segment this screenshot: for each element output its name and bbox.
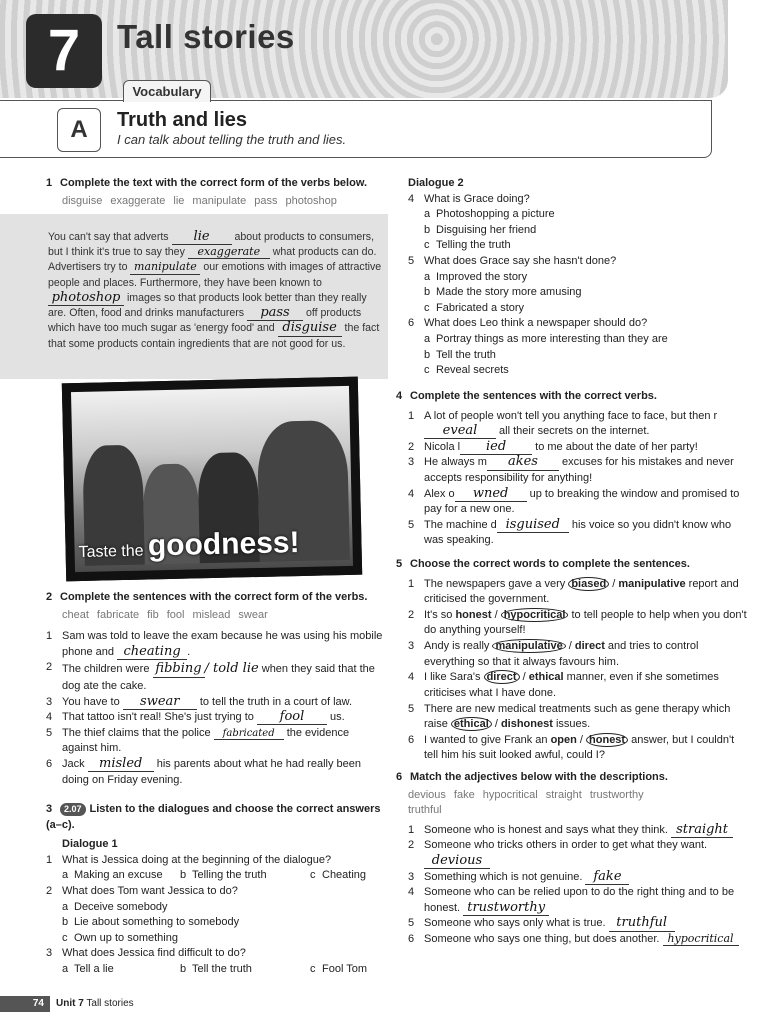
word-option[interactable]: manipulative <box>618 577 686 590</box>
word: mislead <box>192 608 231 621</box>
exercise-title: Complete the sentences with the correct verbs. <box>410 389 657 402</box>
word: trustworthy <box>589 788 644 801</box>
list-item: 5 There are new medical treatments such as gene therapy which raise ethical / dishonest issues. <box>408 702 731 731</box>
answer-gap[interactable]: devious <box>424 854 490 869</box>
right-column <box>396 176 748 948</box>
word: truthful <box>408 804 442 817</box>
exercise-5 <box>396 557 748 764</box>
question-list <box>408 254 748 270</box>
list-item: 3 He always m akes excuses for his mistakes and never accepts responsibility for anything! <box>408 454 734 484</box>
exercise-title: Choose the correct words to complete the sentences. <box>410 558 690 571</box>
circled-answer[interactable]: ethical <box>451 717 492 731</box>
handwritten-note: / told lie <box>204 661 259 677</box>
word: photoshop <box>285 194 337 207</box>
exercise-number: 1 <box>46 177 53 189</box>
answer-gap[interactable]: hypocritical <box>663 933 739 946</box>
audio-track-icon[interactable]: 2.07 <box>60 803 86 816</box>
list-item: 3 Andy is really manipulative / direct and tries to control everything so that it always favours him. <box>408 640 699 668</box>
exercise-title: Complete the sentences with the correct form of the verbs. <box>60 591 368 603</box>
answer-gap[interactable]: truthful <box>609 916 675 931</box>
answer-gap[interactable]: eveal <box>424 424 496 439</box>
answer-gap[interactable]: fake <box>585 870 629 885</box>
list-item: 5 Someone who says only what is true. truthful <box>408 916 748 932</box>
answer-gap[interactable]: photoshop <box>48 291 124 306</box>
exercise-number: 5 <box>396 558 403 571</box>
list-item: 6 Someone who says one thing, but does another. hypocritical <box>408 932 748 948</box>
exercise-title: Match the adjectives below with the descriptions. <box>410 770 668 783</box>
circled-answer[interactable]: manipulative <box>492 639 565 653</box>
options: a Portray things as more interesting than they are b Tell the truth c Reveal secrets <box>424 333 668 377</box>
list-item: 5 The machine d isguised his voice so you didn't know who was speaking. <box>408 516 732 547</box>
unit-number: 7 <box>26 14 102 88</box>
advert-slogan: Taste the goodness! <box>78 526 300 563</box>
sentence-list <box>46 629 386 788</box>
word-box <box>408 788 748 819</box>
footer-unit: Unit 7 Tall stories <box>56 998 134 1009</box>
exercise-number: 6 <box>396 770 403 783</box>
list-item: 4 That tattoo isn't real! She's just trying to fool us. <box>46 709 345 725</box>
unit-header <box>0 0 768 160</box>
list-item: 3 What does Jessica find difficult to do? <box>46 947 246 960</box>
answer-gap[interactable]: straight <box>671 823 733 838</box>
list-item: 2 What does Tom want Jessica to do? <box>46 885 238 898</box>
word-option[interactable]: direct <box>574 640 605 653</box>
page-number: 74 <box>0 996 50 1012</box>
answer-gap[interactable]: wned <box>455 487 527 502</box>
options: a Photoshopping a picture b Disguising her friend c Telling the truth <box>424 208 555 252</box>
word-option[interactable]: ethical <box>528 671 564 684</box>
vocabulary-tab: Vocabulary <box>123 80 211 102</box>
answer-gap[interactable]: misled <box>88 757 154 772</box>
exercise-4 <box>396 389 748 549</box>
circled-answer[interactable]: hypocritical <box>501 608 569 622</box>
word-option[interactable]: dishonest <box>500 718 553 731</box>
header-pattern <box>0 0 728 98</box>
word: lie <box>173 194 185 207</box>
answer-gap[interactable]: lie <box>172 230 232 245</box>
question-list <box>46 884 386 900</box>
options: a Making an excuse b Telling the truth c Cheating <box>62 869 367 882</box>
exercise-title: Listen to the dialogues and choose the correct answers (a–c). <box>46 803 381 831</box>
options: a Tell a lie b Tell the truth c Fool Tom <box>62 963 368 976</box>
list-item: 5 What does Grace say she hasn't done? <box>408 255 617 268</box>
answer-gap[interactable]: disguise <box>278 321 342 336</box>
word: devious <box>408 788 446 801</box>
word-box <box>62 194 386 210</box>
answer-gap[interactable]: cheating <box>117 645 187 660</box>
answer-gap[interactable]: ied <box>460 440 532 455</box>
word: pass <box>254 194 278 207</box>
word-option[interactable]: open <box>550 733 577 746</box>
section-frame <box>0 100 712 158</box>
list-item: 6 Jack misled his parents about what he had really been doing on Friday evening. <box>46 755 361 786</box>
answer-gap[interactable]: fabricated <box>214 728 284 740</box>
answer-gap[interactable]: swear <box>123 695 197 710</box>
dialogue-heading: Dialogue 1 <box>62 838 118 851</box>
exercise-3 <box>46 802 386 978</box>
word: fib <box>147 608 159 621</box>
circled-answer[interactable]: biased <box>568 577 609 591</box>
answer-gap[interactable]: pass <box>247 306 303 321</box>
exercise-1 <box>46 176 386 213</box>
word: fool <box>166 608 185 621</box>
sentence-list <box>396 577 748 764</box>
section-subtitle: I can talk about telling the truth and lies. <box>117 132 347 147</box>
answer-gap[interactable]: akes <box>487 455 559 470</box>
list-item: 2 It's so honest / hypocritical to tell people to help when you don't do anything yourself! <box>408 608 747 637</box>
exercise-6 <box>396 770 748 948</box>
question-list <box>408 192 748 208</box>
list-item: 6 I wanted to give Frank an open / honest answer, but I couldn't tell him his suit looked awful, could I? <box>408 733 735 762</box>
options: a Improved the story b Made the story more amusing c Fabricated a story <box>424 270 582 314</box>
exercise-title: Complete the text with the correct form of the verbs below. <box>60 177 368 189</box>
answer-gap[interactable]: isguised <box>497 518 569 533</box>
section-letter: A <box>57 108 101 152</box>
section-title: Truth and lies <box>117 109 248 131</box>
answer-gap[interactable]: fool <box>257 710 327 725</box>
list-item: 1 A lot of people won't tell you anything face to face, but then reveal all their secrets on the internet. <box>408 409 718 439</box>
list-item: 1 What is Jessica doing at the beginning of the dialogue? <box>46 853 332 866</box>
list-item: 3 You have to swear to tell the truth in a court of law. <box>46 693 353 709</box>
advert-photo <box>62 377 362 582</box>
circled-answer[interactable]: honest <box>586 733 628 747</box>
word: hypocritical <box>482 788 538 801</box>
list-item: 4 What is Grace doing? <box>408 192 530 205</box>
sentence-list <box>396 409 748 549</box>
list-item: 3 Something which is not genuine. fake <box>408 870 748 886</box>
unit-title: Tall stories <box>117 18 295 55</box>
word-option[interactable]: honest <box>455 608 492 621</box>
question-list <box>408 316 748 332</box>
list-item: 2 The children were fibbing / told lie when they said that the dog ate the cake. <box>46 661 375 692</box>
page-footer <box>0 996 768 1012</box>
list-item: 4 Alex o wned up to breaking the window and promised to pay for a new one. <box>408 485 740 516</box>
options: a Deceive somebody b Lie about something to somebody c Own up to something <box>62 900 240 944</box>
word: fake <box>453 788 475 801</box>
answer-gap[interactable]: exaggerate <box>188 246 270 259</box>
answer-gap[interactable]: fibbing <box>153 662 205 677</box>
list-item: 2 Someone who tricks others in order to get what they want. devious <box>408 839 708 868</box>
word: swear <box>238 608 268 621</box>
word-box <box>62 608 386 624</box>
list-item: 1 The newspapers gave a very biased / manipulative report and criticised the government. <box>408 577 739 606</box>
list-item: 2 Nicola l ied to me about the date of her party! <box>408 438 698 454</box>
word: exaggerate <box>110 194 166 207</box>
description-list <box>396 823 748 948</box>
word: cheat <box>62 608 89 621</box>
word: disguise <box>62 194 103 207</box>
answer-gap[interactable]: manipulate <box>130 261 200 274</box>
exercise-2 <box>46 590 386 788</box>
list-item: 4 Someone who can be relied upon to do the right thing and to be honest. trustworthy <box>408 886 735 915</box>
list-item: 1 Someone who is honest and says what they think. straight <box>408 823 748 839</box>
list-item: 4 I like Sara's direct / ethical manner, even if she sometimes criticises what I have done. <box>408 671 719 699</box>
dialogue-heading: Dialogue 2 <box>408 177 464 189</box>
question-list <box>46 853 386 869</box>
list-item: 5 The thief claims that the police fabricated the evidence against him. <box>46 726 350 755</box>
circled-answer[interactable]: direct <box>484 670 520 684</box>
exercise1-passage: You can't say that adverts lie about products to consumers, but I think it's true to say they exaggerate what products can do. Advertisers try to manipulate our emotions with images of attractive people and places. Furthermore, they have been known to photoshop images so that products look better than they really are. Often, food and drinks manufacturers pass off products which have too much sugar as 'energy food' and disguise the fact that some products contain ingredients that are not good for us. <box>48 229 382 350</box>
answer-gap[interactable]: trustworthy <box>463 901 549 916</box>
word: manipulate <box>192 194 247 207</box>
question-list <box>46 946 386 962</box>
list-item: 1 Sam was told to leave the exam because he was using his mobile phone and cheating . <box>46 630 383 659</box>
word: straight <box>545 788 582 801</box>
exercise-number: 4 <box>396 389 403 402</box>
exercise-number: 3 <box>46 803 53 815</box>
exercise-number: 2 <box>46 591 53 603</box>
list-item: 6 What does Leo think a newspaper should do? <box>408 317 648 330</box>
word: fabricate <box>96 608 140 621</box>
